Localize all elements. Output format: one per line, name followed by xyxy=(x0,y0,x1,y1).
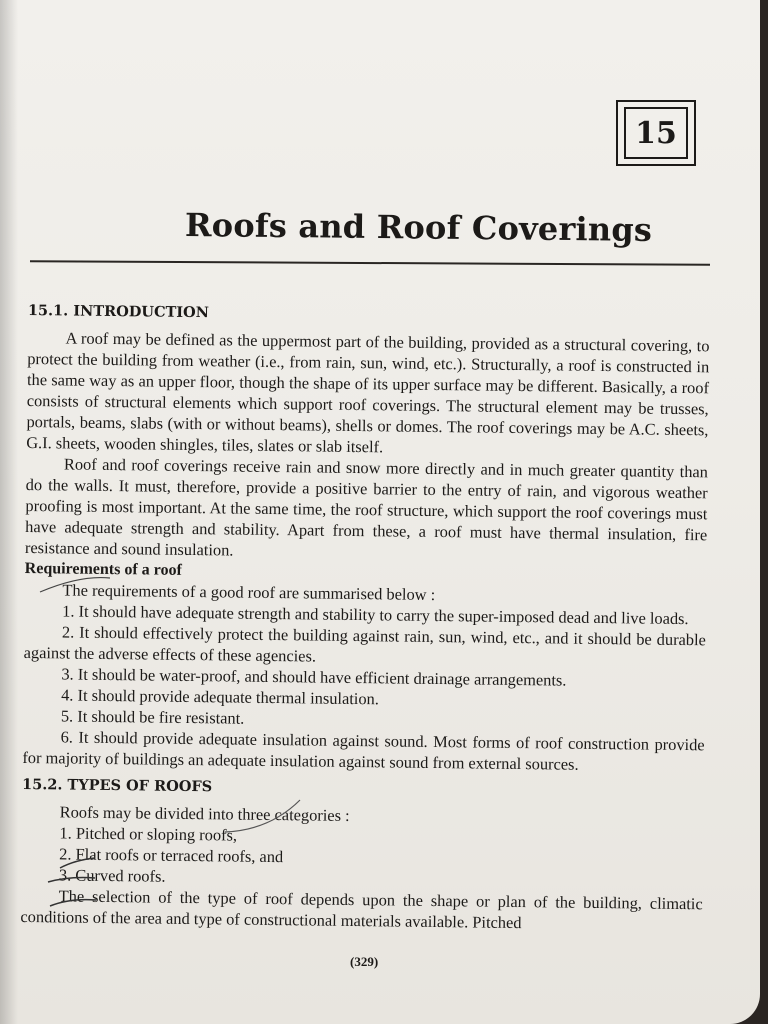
requirement-item: 1. It should have adequate strength and stability to carry the super-imposed dead and live loads. xyxy=(62,601,689,629)
requirements-intro: The requirements of a good roof are summarised below : xyxy=(62,580,436,604)
roof-type-item: 2. Flat roofs or terraced roofs, and xyxy=(59,844,284,867)
chapter-number-box xyxy=(616,100,696,166)
intro-paragraph-1: A roof may be defined as the uppermost part of the building, provided as a structural covering, to protect the building from weather (i.e., from rain, sun, wind, etc.). Structurally, a roof is constructed in the same way as an upper floor, though the shape of its upper surface may be different. Basically, a roof consists of structural elements which support roof coverings. The structural element may be trusses, portals, beams, slabs (with or without beams), shells or domes. The roof coverings may be A.C. sheets, G.I. sheets, wooden shingles, tiles, slates or slab itself. xyxy=(26,328,710,457)
section-heading-types: 15.2. TYPES OF ROOFS xyxy=(21,775,213,796)
intro-paragraph-2: Roof and roof coverings receive rain and snow more directly and in much greater quantity than do the walls. It must, therefore, provide a positive barrier to the entry of rain, and vigorous weather proofing is most important. At the same time, the roof structure, which support the roof coverings must have adequate strength and stability. Apart from these, a roof must have thermal insulation, fire resistance and sound insulation. xyxy=(24,454,709,560)
chapter-number: 15 xyxy=(624,107,688,159)
requirement-item: 3. It should be water-proof, and should have efficient drainage arrangements. xyxy=(61,664,567,690)
types-paragraph: The selection of the type of roof depends upon the shape or plan of the building, climatic conditions of the area and type of constructional materials available. Pitched xyxy=(20,886,703,933)
types-intro: Roofs may be divided into three categories : xyxy=(59,802,350,825)
title-rule xyxy=(30,260,710,266)
roof-type-item: 3. Curved roofs. xyxy=(58,865,166,886)
page-number: (329) xyxy=(350,954,379,969)
requirements-heading: Requirements of a roof xyxy=(24,559,182,579)
requirement-item: 6. It should provide adequate insulation against sound. Most forms of roof construction provide for majority of buildings an adequate insulation against sound from external sources. xyxy=(22,727,705,774)
roof-type-item: 1. Pitched or sloping roofs, xyxy=(59,823,238,845)
page-body xyxy=(20,300,710,935)
section-heading-introduction: 15.1. INTRODUCTION xyxy=(27,301,210,322)
requirement-item: 4. It should provide adequate thermal insulation. xyxy=(61,685,380,709)
chapter-title: Roofs and Roof Coverings xyxy=(184,206,653,249)
page-gutter-shadow xyxy=(0,0,18,1024)
requirement-item: 2. It should effectively protect the building against rain, sun, wind, etc., and it should be durable against the adverse effects of these agencies. xyxy=(23,622,707,666)
requirement-item: 5. It should be fire resistant. xyxy=(60,706,245,728)
